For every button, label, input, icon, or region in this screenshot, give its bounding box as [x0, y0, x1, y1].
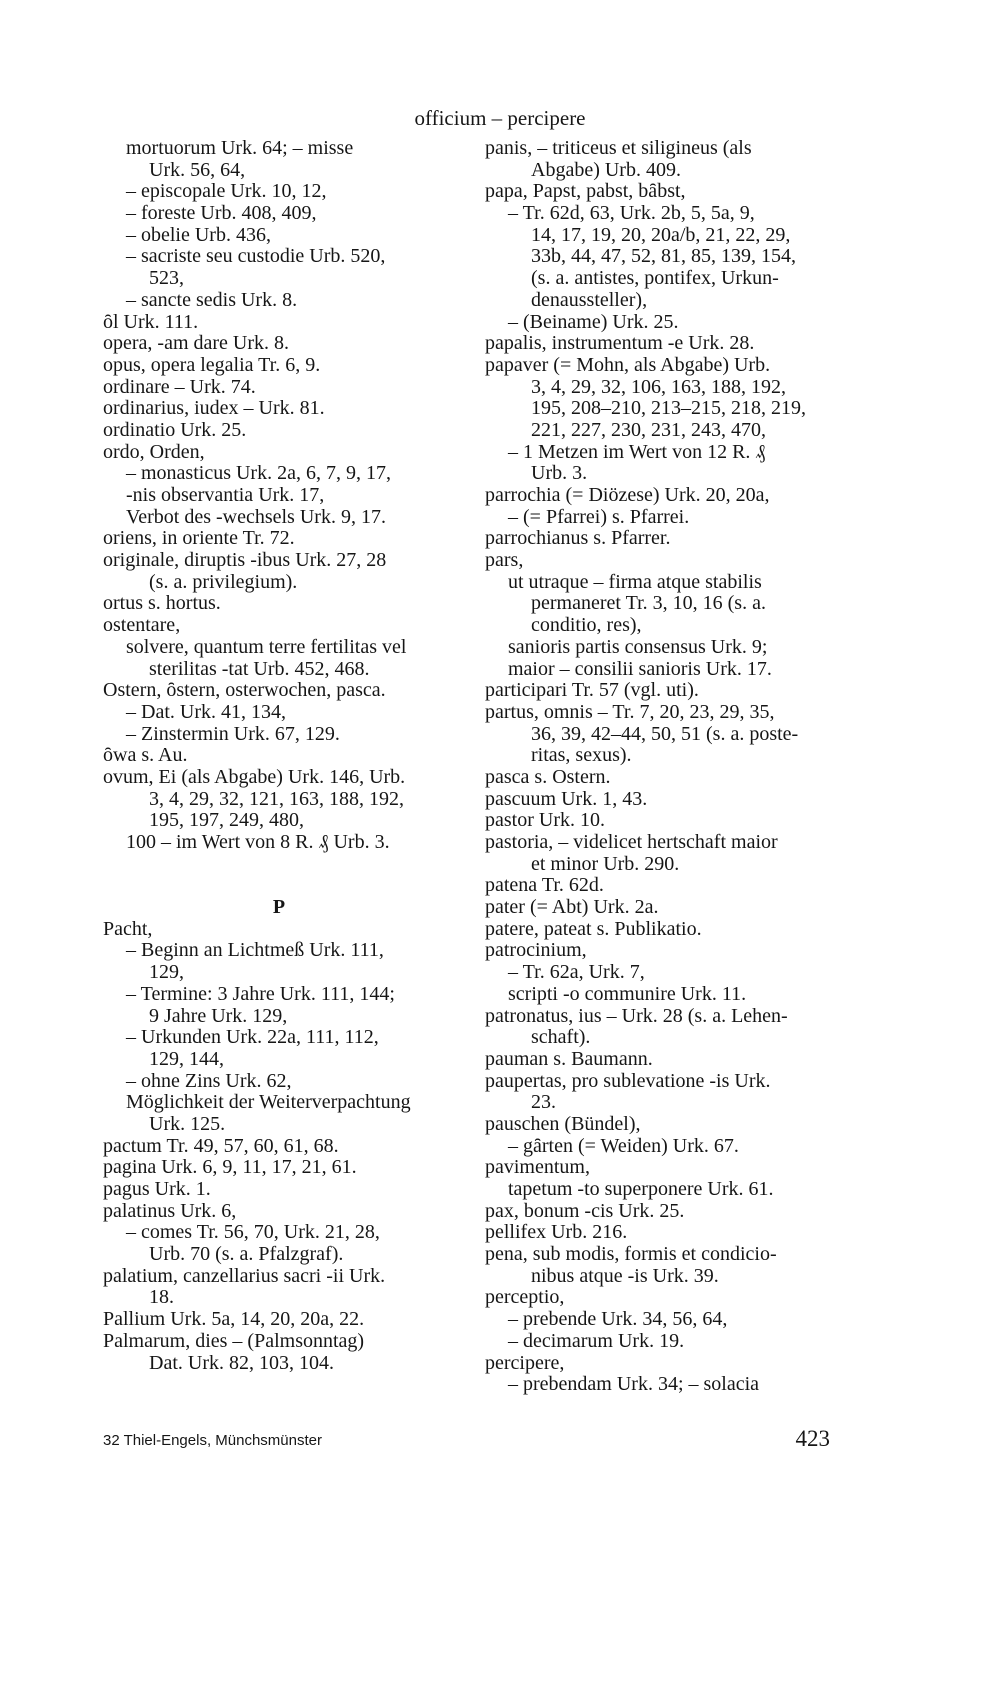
index-subentry: 129,	[149, 961, 184, 984]
index-subentry: 33b, 44, 47, 52, 81, 85, 139, 154,	[531, 245, 796, 268]
index-subentry: tapetum -to superponere Urk. 61.	[508, 1178, 774, 1200]
index-subentry: – Urkunden Urk. 22a, 111, 112,	[126, 1026, 379, 1049]
blank-line	[103, 854, 455, 876]
index-subentry: 129, 144,	[149, 1047, 224, 1070]
index-entry: ordinatio Urk. 25.	[103, 418, 247, 441]
index-subentry: – comes Tr. 56, 70, Urk. 21, 28,	[126, 1221, 380, 1244]
index-entry: pasca s. Ostern.	[485, 765, 611, 788]
index-subentry: 195, 197, 249, 480,	[149, 809, 304, 832]
index-subentry: (s. a. privilegium).	[149, 570, 298, 593]
index-subentry: Urk. 125.	[149, 1112, 226, 1135]
index-subentry: 9 Jahre Urk. 129,	[149, 1004, 288, 1027]
index-subentry: 3, 4, 29, 32, 106, 163, 188, 192,	[531, 375, 786, 398]
index-entry: originale, diruptis -ibus Urk. 27, 28	[103, 549, 387, 572]
index-subentry: Urb. 3.	[531, 462, 588, 485]
index-entry: Ostern, ȏstern, osterwochen, pasca.	[103, 679, 386, 702]
index-subentry: scripti -o communire Urk. 11.	[508, 982, 747, 1005]
index-entry: ovum, Ei (als Abgabe) Urk. 146, Urb.	[103, 765, 406, 788]
index-subentry: – prebende Urk. 34, 56, 64,	[508, 1308, 728, 1331]
index-subentry: solvere, quantum terre fertilitas vel	[126, 635, 407, 658]
index-subentry: mortuorum Urk. 64; – misse	[126, 137, 354, 159]
index-entry: pagina Urk. 6, 9, 11, 17, 21, 61.	[103, 1156, 357, 1179]
index-entry: pater (= Abt) Urk. 2a.	[485, 896, 659, 919]
index-entry: Palmarum, dies – (Palmsonntag)	[103, 1329, 365, 1352]
index-entry: pastoria, – videlicet hertschaft maior	[485, 831, 778, 853]
index-entry: perceptio,	[485, 1286, 565, 1309]
index-subentry: 221, 227, 230, 231, 243, 470,	[531, 418, 766, 441]
index-subentry: – ohne Zins Urk. 62,	[126, 1069, 292, 1092]
index-entry: patena Tr. 62d.	[485, 874, 604, 897]
index-subentry: Dat. Urk. 82, 103, 104.	[149, 1351, 334, 1374]
index-subentry: permaneret Tr. 3, 10, 16 (s. a.	[531, 592, 766, 615]
index-entry: opus, opera legalia Tr. 6, 9.	[103, 353, 321, 376]
index-subentry: – sancte sedis Urk. 8.	[126, 288, 298, 311]
index-subentry: – Termine: 3 Jahre Urk. 111, 144;	[126, 982, 395, 1005]
index-subentry: – foreste Urb. 408, 409,	[126, 202, 317, 225]
index-entry: patrocinium,	[485, 939, 587, 962]
index-entry: pavimentum,	[485, 1156, 590, 1179]
index-entry: pars,	[485, 549, 524, 572]
index-entry: parrochianus s. Pfarrer.	[485, 527, 671, 550]
index-entry: percipere,	[485, 1351, 565, 1374]
index-entry: pactum Tr. 49, 57, 60, 61, 68.	[103, 1134, 339, 1157]
index-entry: ordinarius, iudex – Urk. 81.	[103, 397, 325, 420]
index-subentry: 195, 208–210, 213–215, 218, 219,	[531, 397, 806, 420]
index-entry: pastor Urk. 10.	[485, 809, 605, 832]
index-entry: ortus s. hortus.	[103, 592, 221, 615]
index-subentry: – 1 Metzen im Wert von 12 R. ₰	[508, 440, 766, 463]
index-subentry: – sacriste seu custodie Urb. 520,	[126, 245, 386, 268]
index-subentry: – obelie Urb. 436,	[126, 223, 271, 246]
index-entry: papaver (= Mohn, als Abgabe) Urb.	[485, 353, 771, 376]
index-entry: pagus Urk. 1.	[103, 1178, 211, 1200]
index-entry: patronatus, ius – Urk. 28 (s. a. Lehen-	[485, 1004, 788, 1027]
index-subentry: 18.	[149, 1286, 174, 1309]
index-subentry: Möglichkeit der Weiterverpachtung	[126, 1091, 411, 1114]
index-entry: parrochia (= Diözese) Urk. 20, 20a,	[485, 484, 770, 506]
index-subentry: – Zinstermin Urk. 67, 129.	[126, 722, 340, 745]
index-subentry: Urb. 70 (s. a. Pfalzgraf).	[149, 1243, 344, 1266]
index-subentry: ut utraque – firma atque stabilis	[508, 570, 762, 593]
index-subentry: et minor Urb. 290.	[531, 852, 680, 875]
index-subentry: maior – consilii sanioris Urk. 17.	[508, 657, 772, 680]
index-subentry: – prebendam Urk. 34; – solacia	[508, 1373, 760, 1396]
index-entry: patere, pateat s. Publikatio.	[485, 917, 702, 940]
index-subentry: 100 – im Wert von 8 R. ₰ Urb. 3.	[126, 831, 390, 853]
index-entry: partus, omnis – Tr. 7, 20, 23, 29, 35,	[485, 700, 775, 723]
running-header: officium – percipere	[414, 106, 586, 130]
index-entry: ȏwa s. Au.	[103, 744, 188, 767]
index-entry: opera, -am dare Urk. 8.	[103, 332, 290, 355]
index-subentry: – (Beiname) Urk. 25.	[508, 310, 679, 333]
index-entry: Pallium Urk. 5a, 14, 20, 20a, 22.	[103, 1308, 365, 1331]
index-entry: pauschen (Bündel),	[485, 1112, 641, 1135]
index-subentry: – Beginn an Lichtmeß Urk. 111,	[126, 939, 384, 962]
index-subentry: – gȃrten (= Weiden) Urk. 67.	[508, 1134, 739, 1157]
index-subentry: denaussteller),	[531, 288, 648, 311]
index-subentry: – monasticus Urk. 2a, 6, 7, 9, 17,	[126, 462, 391, 485]
index-subentry: conditio, res),	[531, 614, 642, 637]
index-column-right	[485, 138, 830, 1396]
index-subentry: sterilitas -tat Urb. 452, 468.	[149, 657, 370, 680]
index-entry: ordinare – Urk. 74.	[103, 375, 256, 398]
index-entry: ordo, Orden,	[103, 440, 205, 463]
index-subentry: 523,	[149, 267, 184, 290]
index-subentry: (s. a. antistes, pontifex, Urkun-	[531, 267, 779, 290]
index-column-left	[103, 138, 455, 1374]
index-entry: pellifex Urb. 216.	[485, 1221, 628, 1244]
index-subentry: 3, 4, 29, 32, 121, 163, 188, 192,	[149, 787, 404, 810]
index-entry: papalis, instrumentum -e Urk. 28.	[485, 332, 755, 355]
index-subentry: -nis observantia Urk. 17,	[126, 484, 325, 506]
index-subentry: – (= Pfarrei) s. Pfarrei.	[508, 505, 690, 528]
index-subentry: Verbot des -wechsels Urk. 9, 17.	[126, 505, 386, 528]
index-entry: pax, bonum -cis Urk. 25.	[485, 1199, 685, 1222]
index-subentry: – Tr. 62a, Urk. 7,	[508, 961, 645, 984]
page-number: 423	[795, 1426, 830, 1451]
index-subentry: – decimarum Urk. 19.	[508, 1329, 685, 1352]
section-letter: P	[272, 896, 286, 919]
index-subentry: – Dat. Urk. 41, 134,	[126, 700, 286, 723]
index-subentry: 14, 17, 19, 20, 20a/b, 21, 22, 29,	[531, 223, 791, 246]
index-subentry: ritas, sexus).	[531, 744, 632, 767]
index-entry: ȏl Urk. 111.	[103, 310, 199, 333]
index-subentry: sanioris partis consensus Urk. 9;	[508, 635, 768, 658]
index-entry: papa, Papst, pabst, bȃbst,	[485, 180, 686, 203]
index-entry: oriens, in oriente Tr. 72.	[103, 527, 295, 550]
index-subentry: 36, 39, 42–44, 50, 51 (s. a. poste-	[531, 722, 799, 745]
index-entry: palatium, canzellarius sacri -ii Urk.	[103, 1264, 386, 1287]
index-subentry: schaft).	[531, 1026, 591, 1049]
index-entry: participari Tr. 57 (vgl. uti).	[485, 679, 699, 702]
index-subentry: Urk. 56, 64,	[149, 158, 246, 181]
index-entry: pena, sub modis, formis et condicio-	[485, 1243, 777, 1266]
index-subentry: – episcopale Urk. 10, 12,	[126, 180, 327, 203]
blank-line	[103, 875, 455, 897]
footer-signature: 32 Thiel-Engels, Münchsmünster	[103, 1432, 322, 1449]
index-entry: panis, – triticeus et siligineus (als	[485, 137, 752, 159]
index-entry: ostentare,	[103, 614, 181, 637]
index-entry: Pacht,	[103, 917, 153, 940]
index-subentry: nibus atque -is Urk. 39.	[531, 1264, 719, 1287]
index-subentry: – Tr. 62d, 63, Urk. 2b, 5, 5a, 9,	[508, 202, 755, 225]
index-entry: pauman s. Baumann.	[485, 1047, 653, 1070]
index-subentry: 23.	[531, 1091, 556, 1114]
index-subentry: Abgabe) Urb. 409.	[531, 158, 681, 181]
index-entry: pascuum Urk. 1, 43.	[485, 787, 648, 810]
index-entry: palatinus Urk. 6,	[103, 1199, 237, 1222]
index-entry: paupertas, pro sublevatione -is Urk.	[485, 1069, 771, 1092]
